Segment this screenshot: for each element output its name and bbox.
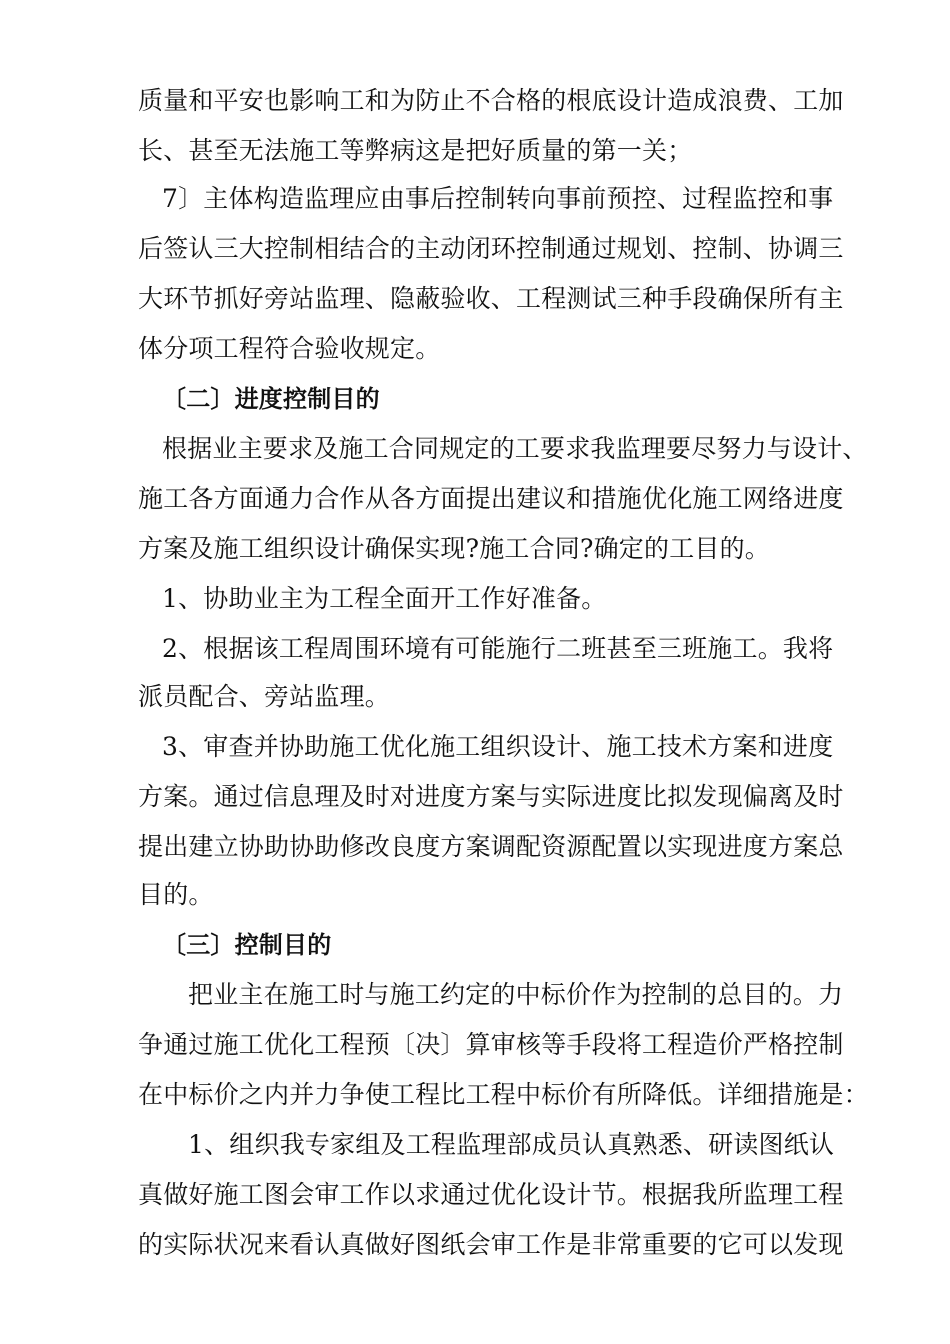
body-text-line: 方案。通过信息理及时对进度方案与实际进度比拟发现偏离及时 <box>138 782 844 811</box>
body-text-line: 真做好施工图会审工作以求通过优化设计节。根据我所监理工程 <box>138 1180 844 1209</box>
body-text-line: 方案及施工组织设计确保实现?施工合同?确定的工目的。 <box>138 534 771 563</box>
body-text-line: 3、审查并协助施工优化施工组织设计、施工技术方案和进度 <box>162 732 834 761</box>
body-text-line: 在中标价之内并力争使工程比工程中标价有所降低。详细措施是： <box>138 1080 869 1109</box>
body-text-line: 后签认三大控制相结合的主动闭环控制通过规划、控制、协调三 <box>138 234 844 263</box>
body-text-line: 1、组织我专家组及工程监理部成员认真熟悉、研读图纸认 <box>188 1130 835 1159</box>
body-text-line: 施工各方面通力合作从各方面提出建议和措施优化施工网络进度 <box>138 484 844 513</box>
section-heading-schedule-control: 〔二〕进度控制目的 <box>162 385 380 413</box>
body-text-line: 目的。 <box>138 880 214 909</box>
body-text-line: 派员配合、旁站监理。 <box>138 682 391 711</box>
body-text-line: 2、根据该工程周围环境有可能施行二班甚至三班施工。我将 <box>162 634 834 663</box>
body-text-line: 质量和平安也影响工和为防止不合格的根底设计造成浪费、工加 <box>138 86 844 115</box>
body-text-line: 把业主在施工时与施工约定的中标价作为控制的总目的。力 <box>188 980 844 1009</box>
body-text-line: 7〕主体构造监理应由事后控制转向事前预控、过程监控和事 <box>162 184 834 213</box>
body-text-line: 大环节抓好旁站监理、隐蔽验收、工程测试三种手段确保所有主 <box>138 284 844 313</box>
body-text-line: 争通过施工优化工程预〔决〕算审核等手段将工程造价严格控制 <box>138 1030 844 1059</box>
body-text-line: 1、协助业主为工程全面开工作好准备。 <box>162 584 607 613</box>
body-text-line: 长、甚至无法施工等弊病这是把好质量的第一关； <box>138 136 693 165</box>
body-text-line: 的实际状况来看认真做好图纸会审工作是非常重要的它可以发现 <box>138 1230 844 1259</box>
body-text-line: 提出建立协助协助修改良度方案调配资源配置以实现进度方案总 <box>138 832 844 861</box>
body-text-line: 根据业主要求及施工合同规定的工要求我监理要尽努力与设计、 <box>162 434 868 463</box>
body-text-line: 体分项工程符合验收规定。 <box>138 334 441 363</box>
section-heading-cost-control: 〔三〕控制目的 <box>162 931 332 959</box>
